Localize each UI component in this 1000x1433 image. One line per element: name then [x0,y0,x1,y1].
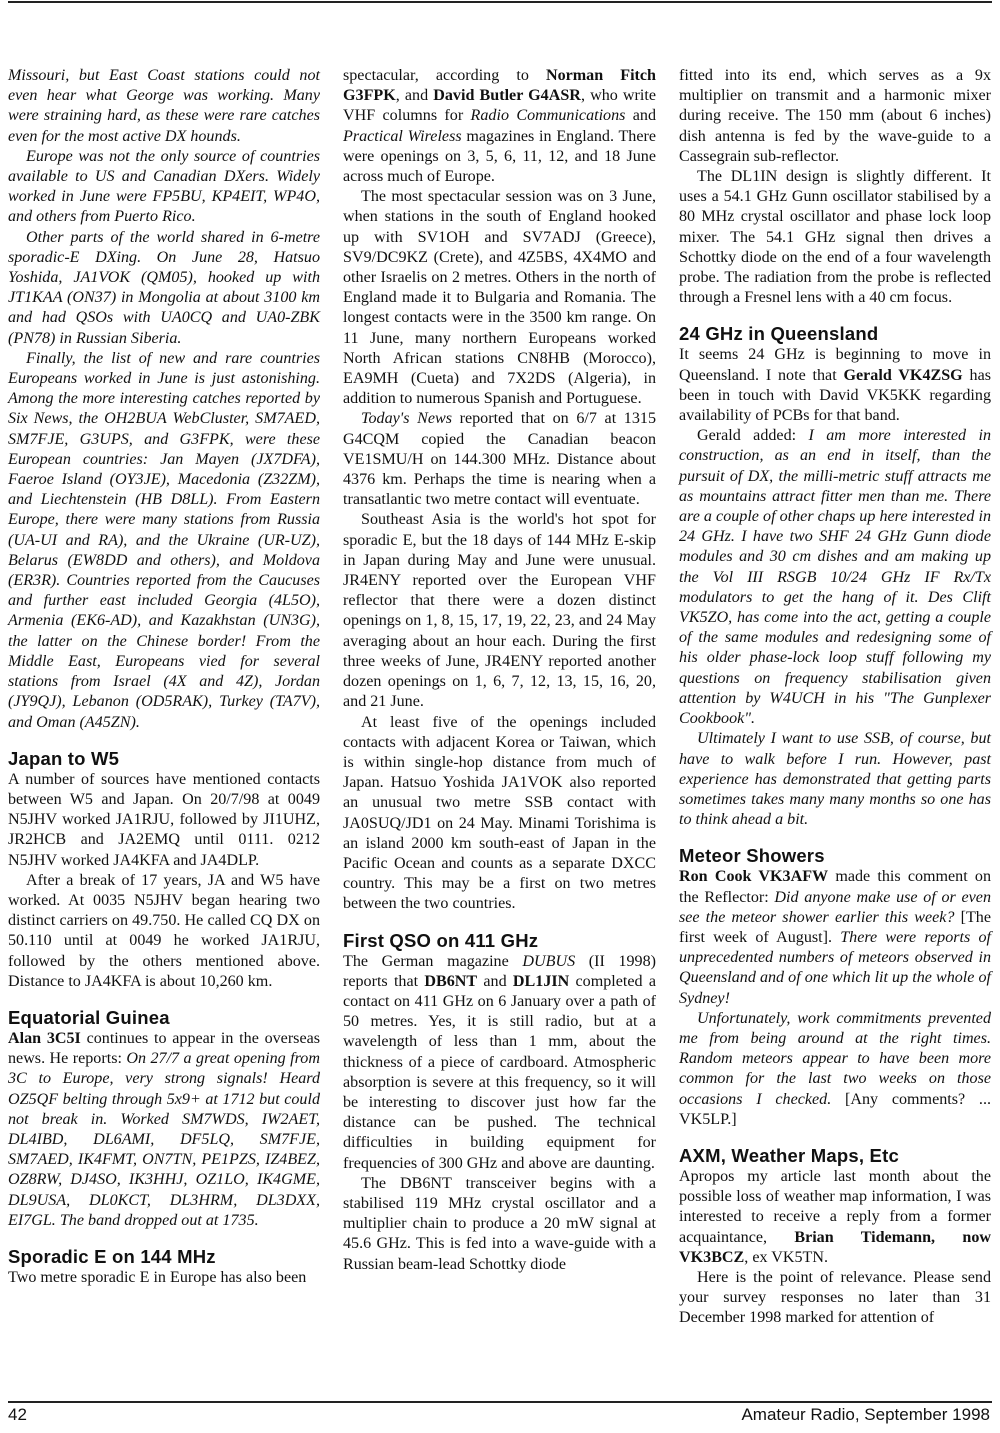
callsign: Ron Cook VK3AFW [679,868,829,886]
section-heading-qso: First QSO on 411 GHz [343,929,539,951]
section-heading-guinea: Equatorial Guinea [8,1006,170,1028]
text-run: , ex VK5TN. [744,1248,829,1266]
paragraph [679,1167,991,1268]
quote-run: Did anyone make use of or even see the meteor shower earlier this week? [679,888,991,926]
callsign: David Butler G4ASR [433,87,581,105]
text-run: Gerald added: [697,427,809,445]
callsign: Gerald VK4ZSG [843,366,963,384]
magazine-title: Today's News [361,410,452,428]
text-run: completed a contact on 411 GHz on 6 January over a path of 50 metres. Yes, it is still radio, but at a wavelength of less than 1 mm, about the thickness of a piece of cardboard. Atmospheric absorption is severe at this frequency, so it will be interesting to discover just how far the distance can be pushed. The technical difficulties in building equipment for frequencies of 300 GHz and above are daunting. [343,972,656,1172]
paragraph: Southeast Asia is the world's hot spot for sporadic E, but the 18 days of 144 MHz E-skip in Japan during May and June were unusual. JR4ENY reported over the European VHF reflector that there were a dozen distinct openings on 1, 8, 15, 17, 19, 22, 23, and 24 May averaging about an hour each. During the first three weeks of June, JR4ENY reported another dozen openings on 1, 6, 7, 12, 13, 15, 16, 20, and 21 June. [343,511,656,711]
text-run: magazines in England. There were openings on 3, 5, 6, 11, 12, and 18 June across much of Europe. [343,127,656,186]
paragraph [343,952,656,1174]
quote-run: On 27/7 a great opening from 3C to Europe, very strong signals! Heard OZ5QF belting through 5x9+ at 1712 but could not break in. Worked SM7WDS, IW2AET, DL4IBD, DL6AMI, DF5LQ, SM7FJE, SM7AED, IK4FMT, ON7TN, PE1PZS, IZ4BEZ, OZ8RW, DJ4SO, IK3HHJ, OZ1LO, IK4GME, DL9USA, DL0KCT, DL3HRM, DL3DXX, EI7GL. The band dropped out at 1735. [8,1050,320,1229]
paragraph [8,1029,320,1231]
paragraph [679,867,991,1008]
callsign: Alan 3C5I [8,1029,81,1047]
text-run: [The first week of August]. [679,908,991,946]
paragraph: Missouri, but East Coast stations could not even hear what George was working. Many were straining hard, as these were rare catches even for the most active DX hounds. [8,67,320,145]
paragraph: fitted into its end, which serves as a 9x multiplier on transmit and a harmonic mixer during receive. The 150 mm (about 6 inches) dish antenna is fed by the wave-guide to a Cassegrain sub-reflector. [679,67,991,165]
paragraph: After a break of 17 years, JA and W5 have worked. At 0035 N5JHV began hearing two distinct carriers on 49.750. He called CQ DX on 50.110 until at 0049 he worked JA1RJU, followed by the others mentioned above. Distance to JA4KFA is about 10,260 km. [8,871,320,990]
column-2 [343,66,656,1275]
magazine-title: Radio Communications [470,107,626,125]
paragraph: Here is the point of relevance. Please send your survey responses no later than 31 December 1998 marked for attention of [679,1268,991,1327]
paragraph: A number of sources have mentioned contacts between W5 and Japan. On 20/7/98 at 0049 N5JHV worked JA1RJU, followed by JI1UHZ, JR2HCB and JA2EMQ until 0111. 0212 N5JHV worked JA4KFA and JA4DLP. [8,770,320,869]
paragraph: Two metre sporadic E in Europe has also been [8,1268,307,1286]
section-heading-axm: AXM, Weather Maps, Etc [679,1144,899,1166]
text-run: has been in touch with David VK5KK regarding availability of PCBs for that band. [679,366,991,425]
text-run: , who write VHF columns for [343,87,656,125]
section-heading-24ghz: 24 GHz in Queensland [679,323,879,345]
quote-run: There were reports of unprecedented numbers of meteors observed in Queensland and of one which lit up the whole of Sydney! [679,928,992,1007]
paragraph: At least five of the openings included contacts with adjacent Korea or Taiwan, which is within single-hop distance from much of Japan. Hatsuo Yoshida JA1VOK also reported an unusual two metre SSB contact with JA0SUQ/JD1 on 24 May. Minami Torishima is an island 2000 km south-east of Japan in the Pacific Ocean and counts as a separate DXCC country. This may be a first on two metres between the two countries. [343,713,656,913]
column-3 [679,66,991,1329]
text-run: and [625,107,657,125]
footer-rule [8,1401,992,1403]
text-run: continues to appear in the overseas news. He reports: [8,1029,320,1068]
paragraph: Ultimately I want to use SSB, of course, but have to walk before I run. However, past experience has demonstrated that getting parts sometimes takes many many months so one has to think ahead a bit. [679,730,991,829]
paragraph [343,66,656,187]
text-run: made this comment on the Reflector: [679,868,991,906]
paragraph: The DL1IN design is slightly different. It uses a 54.1 GHz Gunn oscillator stabilised by a 80 MHz crystal oscillator and phase lock loop mixer. The 54.1 GHz signal then drives a Schottky diode on the end of a four wavelength probe. The radiation from the probe is reflected through a Fresnel lens with a 40 cm focus. [679,168,991,307]
callsign: DB6NT [424,972,478,990]
callsign: DL1JIN [512,972,570,990]
section-heading-japan: Japan to W5 [8,747,120,769]
publication-footer: Amateur Radio, September 1998 [741,1405,990,1424]
paragraph: Finally, the list of new and rare countries Europeans worked in June is just astonishing. Among the more interesting catches reported by Six News, the OH2BUA WebCluster, SM7AED, SM7FJE, G3UPS, and G3FPK, were these European countries: Jan Mayen (JX7DFA), Faeroe Island (OY3JE), Macedonia (Z32ZM), and Liechtenstein (HB D8LL). From Eastern Europe, there were many stations from Russia (UA-UI and RA), and the Ukraine (UR-UZ), Belarus (EW8DD and others), and Moldova (ER3R). Countries reported from the Caucuses and further east included Georgia (4L5O), Armenia (EK6-AD), and Kazakhstan (UN3G), the latter on the Chinese border! From the Middle East, Europeans vied for several stations from Israel (4X and 4Z), Jordan (JY9QJ), Lebanon (OD5RAK), Turkey (TA7V), and Oman (A45ZN). [8,349,320,731]
callsign: Brian Tidemann, now VK3BCZ [679,1228,991,1266]
paragraph [679,1009,991,1130]
magazine-title: Practical Wireless [343,127,462,145]
column-1 [8,66,320,1288]
paragraph: Europe was not the only source of countries available to US and Canadian DXers. Widely worked in June were FP5BU, KP4EIT, WP4O, and others from Puerto Rico. [8,147,320,226]
text-run: (II 1998) reports that [343,952,656,990]
paragraph: The most spectacular session was on 3 June, when stations in the south of England hooked up with SV1OH and SV7ADJ (Greece), SV9/DC9KZ (Crete), and 4Z5BS, 4X4MO and other Israelis on 2 metres. Others in the north of England made it to Bulgaria and Romania. The longest contacts were in the 3500 km range. On 11 June, many northern Europeans worked North African stations CN8HB (Morocco), EA9MH (Cueta) and 7X2DS (Algeria), in addition to numerous Spanish and Portuguese. [343,188,656,408]
text-run: spectacular, according to [343,67,546,84]
callsign: Norman Fitch G3FPK [343,67,656,105]
paragraph [679,426,991,729]
text-run: The German magazine [343,952,523,970]
text-run: It seems 24 GHz is beginning to move in Queensland. I note that [679,346,991,384]
text-run: Apropos my article last month about the possible loss of weather map information, I was interested to receive a reply from a former acquaintance, [679,1167,991,1246]
paragraph [679,345,991,426]
section-heading-sporadic: Sporadic E on 144 MHz [8,1245,216,1267]
quote-run: I am more interested in construction, as an end in itself, than the pursuit of DX, the milli-metric stuff attracts me as mountains attract fitter men than me. There are a couple of other chaps up here interested in 24 GHz. I have two SHF 24 GHz Gunn diode modules and 30 cm dishes and am making up the Vol III RSGB 10/24 GHz IF Rx/Tx modulators to get the hang of it. Des Clift VK5ZO, has come into the act, getting a couple of the same modules and redesigning some of his older phase-lock loop stuff following my questions on frequency stabilisation given attention by W4UCH in his "The Gunplexer Cookbook". [679,427,991,728]
paragraph: The DB6NT transceiver begins with a stabilised 119 MHz crystal oscillator and a multiplier chain to produce a 20 mW signal at 45.6 GHz. This is fed into a wave-guide with a Russian beam-lead Schottky diode [343,1174,656,1273]
paragraph [343,409,656,510]
text-run: , and [395,87,434,105]
text-run: reported that on 6/7 at 1315 G4CQM copied the Canadian beacon VE1SMU/H on 144.300 MHz. Distance about 4376 km. Perhaps the time is nearing when a transatlantic two metre contact will eventuate. [343,410,656,509]
magazine-title: DUBUS [522,952,576,970]
page-number: 42 [8,1405,27,1424]
quote-run: Unfortunately, work commitments prevented me from being around at the right times. Random meteors appear to have been more common for the last two weeks on those occasions I checked. [679,1009,991,1108]
top-rule [8,1,992,3]
text-run: and [477,972,513,990]
text-run: [Any comments? ... VK5LP.] [679,1090,991,1128]
section-heading-meteor: Meteor Showers [679,845,825,867]
paragraph: Other parts of the world shared in 6-metre sporadic-E DXing. On June 28, Hatsuo Yoshida, JA1VOK (QM05), hooked up with JT1KAA (ON37) in Mongolia at about 3100 km and had QSOs with UA0CQ and UA0-ZBK (PN78) in Russian Siberia. [8,228,320,347]
